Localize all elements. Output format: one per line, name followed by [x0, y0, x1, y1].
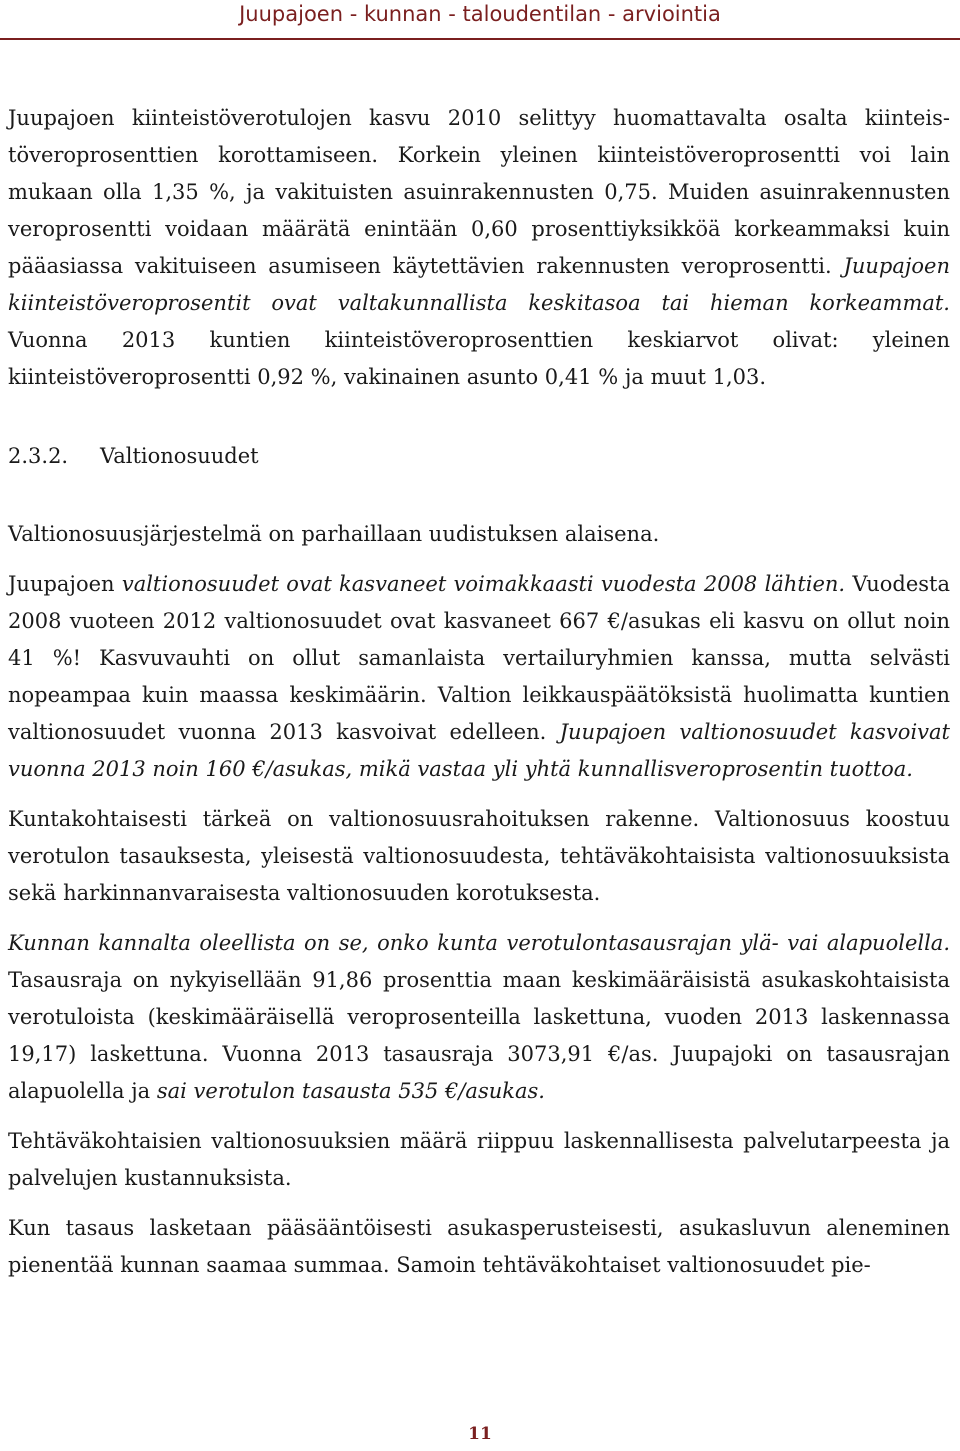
paragraph-state-aid-growth [8, 566, 950, 788]
paragraph-emphasis: Juupajoen valtionosuudet kasvoivat vuonna 2013 noin 160 €/asukas, mikä vastaa yli yhtä kunnallisveroprosentin tuottoa. [8, 720, 950, 781]
paragraph-text: Valtionosuusjärjestelmä on parhaillaan uudistuksen alaisena. [8, 522, 660, 546]
paragraph-population [8, 1210, 950, 1284]
running-header-title: Juupajoen - kunnan - taloudentilan - arviointia [239, 2, 721, 26]
paragraph-property-tax [8, 100, 950, 396]
paragraph-equalization [8, 925, 950, 1110]
page-body [8, 100, 950, 1297]
paragraph-emphasis: Juupajoen kiinteistöveroprosentit ovat valtakunnallista keskitasoa tai hieman korkeammat. [8, 254, 950, 315]
page-number-value: 11 [468, 1424, 492, 1444]
section-heading [8, 438, 950, 475]
section-title: Valtionosuudet [100, 444, 259, 468]
section-number: 2.3.2. [8, 444, 69, 468]
paragraph-task-based [8, 1123, 950, 1197]
paragraph-text: Juupajoen [8, 572, 122, 596]
header-divider [0, 38, 960, 40]
paragraph-text: Juupajoen kiinteistöverotulojen kasvu 2010 selittyy huomattavalta osalta kiinteistöveroprosenttien korottamiseen. Korkein yleinen kiinteistöveroprosentti voi lain mukaan olla 1,35 %, ja vakituisten asuinrakennusten 0,75. Muiden asuinrakennusten veroprosentti voidaan määrätä enintään 0,60 prosenttiyksikköä korkeammaksi kuin pääasiassa vakituiseen asumiseen käytettävien rakennusten veroprosentti. [8, 106, 950, 278]
paragraph-emphasis: sai verotulon tasausta 535 €/asukas. [156, 1079, 545, 1103]
paragraph-structure [8, 801, 950, 912]
paragraph-text: Kun tasaus lasketaan pääsääntöisesti asukasperusteisesti, asukasluvun aleneminen pienentää kunnan saamaa summaa. Samoin tehtäväkohtaiset valtionosuudet pie- [8, 1216, 950, 1277]
paragraph-text: Vuodesta 2008 vuoteen 2012 valtionosuudet ovat kasvaneet 667 €/asukas eli kasvu on ollut noin 41 %! Kasvuvauhti on ollut samanlaista vertailuryhmien kanssa, mutta selvästi nopeampaa kuin maassa keskimäärin. Valtion leikkauspäätöksistä huolimatta kuntien valtionosuudet vuonna 2013 kasvoivat edelleen. [8, 572, 951, 744]
paragraph-text: Tehtäväkohtaisien valtionosuuksien määrä riippuu laskennallisesta palvelutarpeesta ja palvelujen kustannuksista. [8, 1129, 950, 1190]
paragraph-text: Tasausraja on nykyisellään 91,86 prosenttia maan keskimääräisistä asukaskohtaisista verotuloista (keskimääräisellä veroprosenteilla laskettuna, vuoden 2013 laskennassa 19,17) laskettuna. Vuonna 2013 tasausraja 3073,91 €/as. Juupajoki on tasausrajan alapuolella ja [8, 968, 950, 1103]
paragraph-text: Vuonna 2013 kuntien kiinteistöveroprosenttien keskiarvot olivat: yleinen kiinteistöveroprosentti 0,92 %, vakinainen asunto 0,41 % ja muut 1,03. [8, 328, 950, 389]
paragraph-text: Kuntakohtaisesti tärkeä on valtionosuusrahoituksen rakenne. Valtionosuus koostuu verotulon tasauksesta, yleisestä valtionosuudesta, tehtäväkohtaisista valtionosuuksista sekä harkinnanvaraisesta valtionosuuden korotuksesta. [8, 807, 950, 905]
paragraph-emphasis: valtionosuudet ovat kasvaneet voimakkaasti vuodesta 2008 lähtien. [121, 572, 846, 596]
paragraph-emphasis: Kunnan kannalta oleellista on se, onko kunta verotulontasausrajan ylä- vai alapuolella. [8, 931, 950, 955]
paragraph-reform [8, 516, 950, 553]
page-number [0, 1424, 960, 1444]
